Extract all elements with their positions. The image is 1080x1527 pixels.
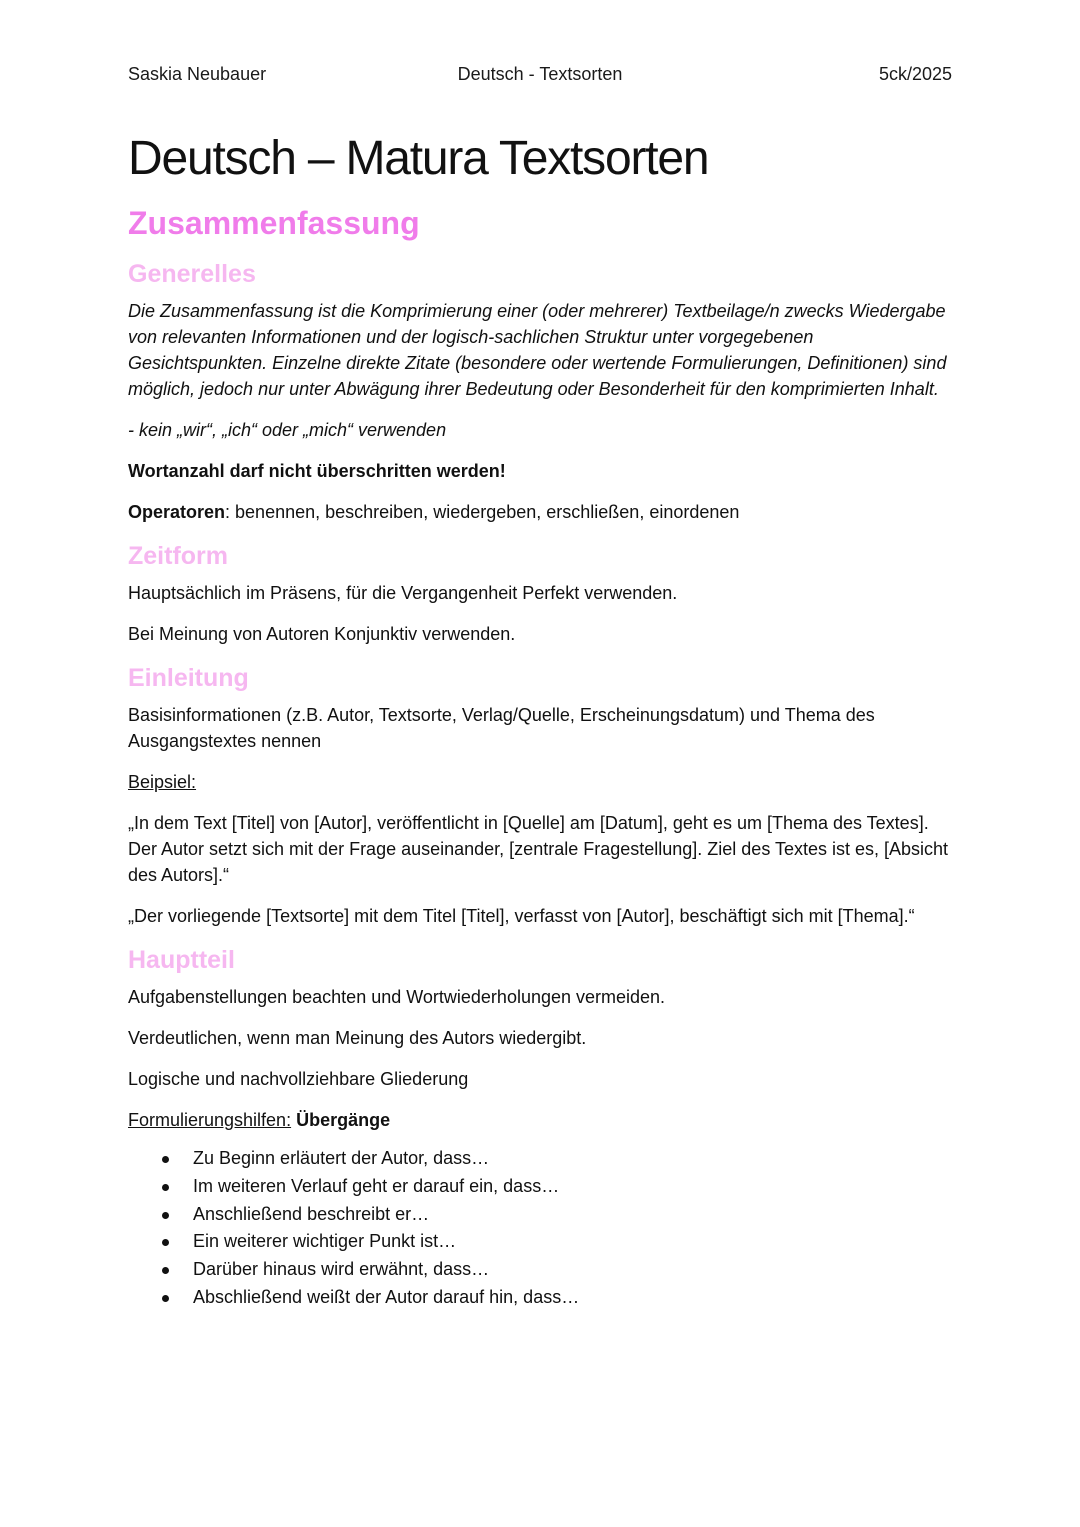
subheading-generelles: Generelles [128,260,256,288]
operators-text: : benennen, beschreiben, wiedergeben, erschließen, einordenen [225,502,740,522]
zeitform-paragraph-1: Hauptsächlich im Präsens, für die Vergangenheit Perfekt verwenden. [128,583,678,603]
operators-label: Operatoren [128,502,226,522]
document-body [128,128,952,1312]
list-item-text: Anschließend beschreibt er… [193,1203,430,1224]
list-item [128,1284,952,1312]
formulation-help-bold: Übergänge [296,1110,391,1130]
rule-wordcount [128,458,952,484]
list-item-text: Zu Beginn erläutert der Autor, dass… [193,1148,490,1168]
example-quote-2: „Der vorliegende [Textsorte] mit dem Titel [Titel], verfasst von [Autor], beschäftigt sich mit [Thema].“ [128,906,915,926]
page-header [128,64,952,90]
subheading-einleitung: Einleitung [128,664,249,692]
list-item [128,1173,952,1201]
bullet-icon [162,1184,169,1191]
rule-wordcount-text: Wortanzahl darf nicht überschritten werden! [128,461,506,481]
list-item-text: Im weiteren Verlauf geht er darauf ein, dass… [193,1175,560,1196]
hauptteil-paragraph-2: Verdeutlichen, wenn man Meinung des Autors wiedergibt. [128,1028,587,1048]
bullet-icon [162,1156,169,1163]
list-item [128,1256,952,1284]
header-subject: Deutsch - Textsorten [457,64,623,84]
zeitform-paragraph-2: Bei Meinung von Autoren Konjunktiv verwenden. [128,624,516,644]
formulation-help-line [128,1107,952,1133]
bullet-icon [162,1267,169,1274]
list-item [128,1201,952,1229]
bullet-icon [162,1212,169,1219]
subheading-zeitform: Zeitform [128,542,228,570]
operators-line [128,499,952,525]
rule-pronouns: - kein „wir“, „ich“ oder „mich“ verwenden [128,420,447,440]
subheading-hauptteil: Hauptteil [128,946,235,974]
hauptteil-paragraph-3: Logische und nachvollziehbare Gliederung [128,1069,469,1089]
list-item [128,1228,952,1256]
example-label-line [128,769,952,795]
document-title: Deutsch – Matura Textsorten [128,132,709,185]
einleitung-paragraph-1: Basisinformationen (z.B. Autor, Textsorte, Verlag/Quelle, Erscheinungsdatum) und Thema des Ausgangstextes nennen [128,705,875,751]
bullet-icon [162,1295,169,1302]
example-quote-1: „In dem Text [Titel] von [Autor], veröffentlicht in [Quelle] am [Datum], geht es um [Thema des Textes]. Der Autor setzt sich mit der Frage auseinander, [zentrale Fragestellung]. Ziel des Textes ist es, [Absicht des Autors].“ [128,813,949,885]
header-class-year: 5ck/2025 [878,64,952,84]
list-item-text: Ein weiterer wichtiger Punkt ist… [193,1231,457,1252]
section-heading-zusammenfassung: Zusammenfassung [128,205,420,241]
definition-paragraph: Die Zusammenfassung ist die Komprimierung einer (oder mehrerer) Textbeilage/n zwecks Wiedergabe von relevanten Informationen und der logisch-sachlichen Struktur unter vorgegebenen Gesichtspunkten. Einzelne direkte Zitate (besondere oder wertende Formulierungen, Definitionen) sind möglich, jedoch nur unter Abwägung ihrer Bedeutung oder Besonderheit für den komprimierten Inhalt. [128,301,947,399]
list-item [128,1145,952,1173]
transition-phrase-list [128,1145,952,1312]
list-item-text: Darüber hinaus wird erwähnt, dass… [193,1259,490,1280]
header-author: Saskia Neubauer [128,64,267,84]
example-label: Beipsiel: [128,772,197,792]
bullet-icon [162,1239,169,1246]
list-item-text: Abschließend weißt der Autor darauf hin, dass… [193,1286,580,1307]
hauptteil-paragraph-1: Aufgabenstellungen beachten und Wortwiederholungen vermeiden. [128,987,666,1007]
formulation-help-label: Formulierungshilfen: [128,1110,292,1130]
